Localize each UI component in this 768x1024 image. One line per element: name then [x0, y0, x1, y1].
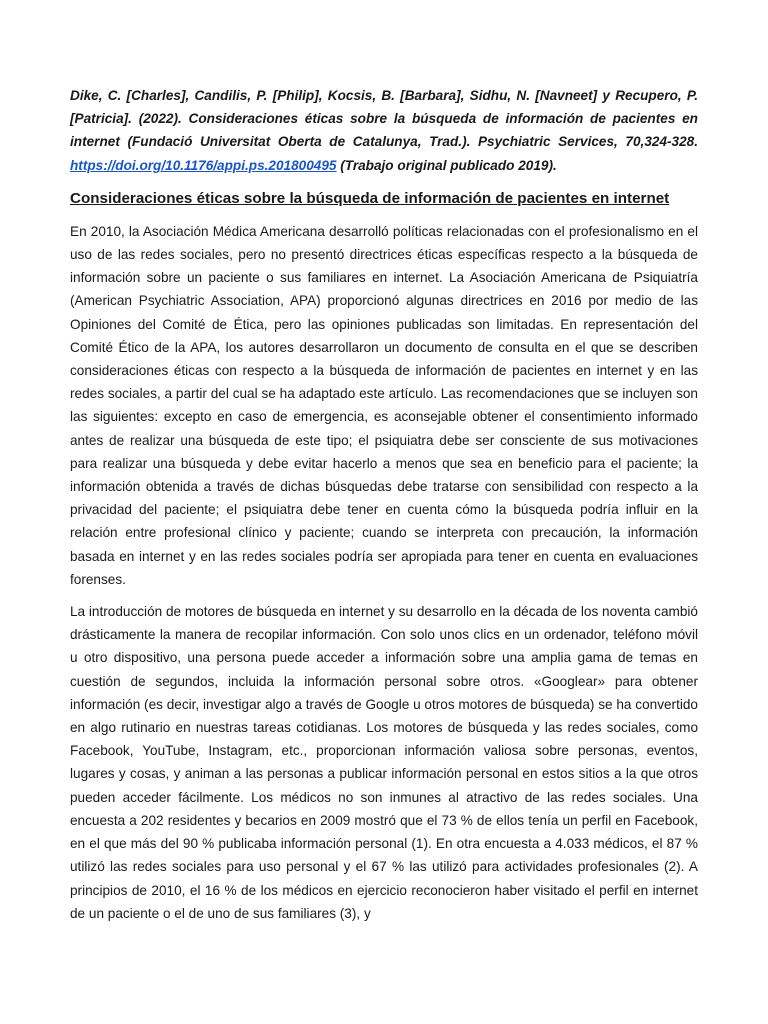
body-paragraph-1: En 2010, la Asociación Médica Americana desarrolló políticas relacionadas con el profesionalismo en el uso de las redes sociales, pero no presentó directrices éticas específicas respecto a la búsqueda de información sobre un paciente o sus familiares en internet. La Asociación Americana de Psiquiatría (American Psychiatric Association, APA) proporcionó algunas directrices en 2016 por medio de las Opiniones del Comité de Ética, pero las opiniones publicadas son limitadas. En representación del Comité Ético de la APA, los autores desarrollaron un documento de consulta en el que se describen consideraciones éticas con respecto a la búsqueda de información de pacientes en internet y en las redes sociales, a partir del cual se ha adaptado este artículo. Las recomendaciones que se incluyen son las siguientes: excepto en caso de emergencia, es aconsejable obtener el consentimiento informado antes de realizar una búsqueda de este tipo; el psiquiatra debe ser consciente de sus motivaciones para realizar una búsqueda y debe evitar hacerlo a menos que sea en beneficio para el paciente; la información obtenida a través de dichas búsquedas debe tratarse con sensibilidad con respecto a la privacidad del paciente; el psiquiatra debe tener en cuenta cómo la búsqueda podría influir en la relación entre profesional clínico y paciente; cuando se interpreta con precaución, la información basada en internet y en las redes sociales podría ser apropiada para tener en cuenta en evaluaciones forenses.: [70, 223, 698, 587]
citation-text: Dike, C. [Charles], Candilis, P. [Philip], Kocsis, B. [Barbara], Sidhu, N. [Navneet] y Recupero, P. [Patricia]. (2022). Consideraciones éticas sobre la búsqueda de información de pacientes en internet (Fundació Universitat Oberta de Catalunya, Trad.). Psychiatric Services, 70,324-328.: [70, 88, 698, 150]
section-heading: Consideraciones éticas sobre la búsqueda de información de pacientes en internet: [70, 189, 670, 207]
citation-suffix: (Trabajo original publicado 2019).: [336, 157, 557, 173]
body-paragraph-2: La introducción de motores de búsqueda en internet y su desarrollo en la década de los noventa cambió drásticamente la manera de recopilar información. Con solo unos clics en un ordenador, teléfono móvil u otro dispositivo, una persona puede acceder a información sobre una amplia gama de temas en cuestión de segundos, incluida la información personal sobre otros. «Googlear» para obtener información (es decir, investigar algo a través de Google u otros motores de búsqueda) se ha convertido en algo rutinario en nuestras tareas cotidianas. Los motores de búsqueda y las redes sociales, como Facebook, YouTube, Instagram, etc., proporcionan información valiosa sobre personas, eventos, lugares y cosas, y animan a las personas a publicar información personal en estos sitios a la que otros pueden acceder fácilmente. Los médicos no son inmunes al atractivo de las redes sociales. Una encuesta a 202 residentes y becarios en 2009 mostró que el 73 % de ellos tenía un perfil en Facebook, en el que más del 90 % publicaba información personal (1). En otra encuesta a 4.033 médicos, el 87 % utilizó las redes sociales para uso personal y el 67 % las utilizó para actividades profesionales (2). A principios de 2010, el 16 % de los médicos en ejercicio reconocieron haber visitado el perfil en internet de un paciente o el de uno de sus familiares (3), y: [70, 604, 698, 921]
document-page: [70, 84, 698, 925]
citation: [70, 84, 698, 177]
doi-link[interactable]: https://doi.org/10.1176/appi.ps.201800495: [70, 157, 337, 173]
